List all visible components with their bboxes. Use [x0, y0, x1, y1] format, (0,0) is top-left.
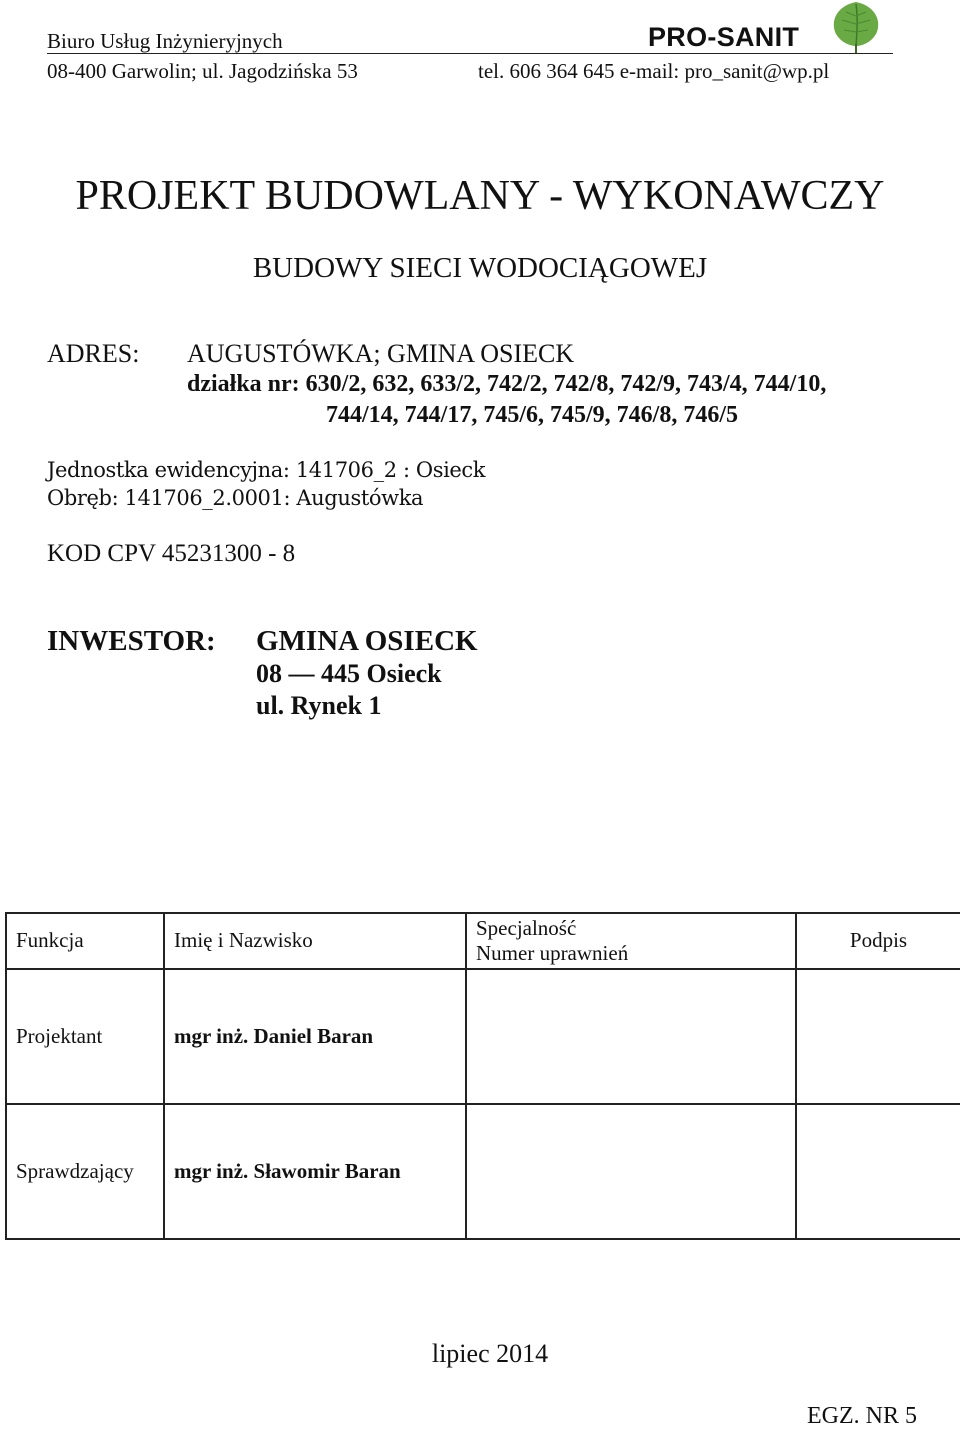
table-row [6, 1104, 960, 1239]
header-signature: Podpis [796, 913, 960, 969]
header-license-label: Numer uprawnień [476, 941, 629, 965]
company-contact: tel. 606 364 645 e-mail: pro_sanit@wp.pl [478, 59, 830, 83]
company-name: Biuro Usług Inżynieryjnych [47, 29, 283, 53]
plots-line-2: 744/14, 744/17, 745/6, 745/9, 746/8, 746/5 [326, 402, 739, 428]
header-name: Imię i Nazwisko [164, 913, 466, 969]
document-title: PROJEKT BUDOWLANY - WYKONAWCZY [75, 173, 885, 219]
leaf-icon [824, 0, 888, 56]
copy-number: EGZ. NR 5 [807, 1403, 917, 1429]
company-address: 08-400 Garwolin; ul. Jagodzińska 53 [47, 59, 358, 83]
investor-name: GMINA OSIECK [256, 625, 478, 657]
table-row [6, 969, 960, 1104]
table-header-row [6, 913, 960, 969]
row-function: Projektant [6, 969, 164, 1104]
registry-unit: Jednostka ewidencyjna: 141706_2 : Osieck [47, 458, 486, 482]
row-function: Sprawdzający [6, 1104, 164, 1239]
row-signature [796, 1104, 960, 1239]
investor-street: ul. Rynek 1 [256, 691, 382, 720]
investor-label: INWESTOR: [47, 625, 216, 657]
row-signature [796, 969, 960, 1104]
address-label: ADRES: [47, 339, 140, 368]
registry-precinct: Obręb: 141706_2.0001: Augustówka [47, 486, 424, 510]
signature-table [5, 912, 960, 1240]
row-specialty [466, 1104, 796, 1239]
header-function: Funkcja [6, 913, 164, 969]
row-name: mgr inż. Daniel Baran [164, 969, 466, 1104]
investor-postal: 08 — 445 Osieck [256, 659, 442, 688]
cpv-code: KOD CPV 45231300 - 8 [47, 540, 296, 567]
brand-name: PRO-SANIT [648, 22, 800, 52]
row-specialty [466, 969, 796, 1104]
row-name: mgr inż. Sławomir Baran [164, 1104, 466, 1239]
address-value: AUGUSTÓWKA; GMINA OSIECK [187, 339, 575, 368]
document-subtitle: BUDOWY SIECI WODOCIĄGOWEJ [252, 252, 708, 284]
plots-line-1: działka nr: 630/2, 632, 633/2, 742/2, 742/8, 742/9, 743/4, 744/10, [187, 371, 827, 397]
document-date: lipiec 2014 [431, 1339, 549, 1368]
header-specialty [466, 913, 796, 969]
header-specialty-label: Specjalność [476, 915, 577, 940]
header-divider [47, 53, 893, 54]
